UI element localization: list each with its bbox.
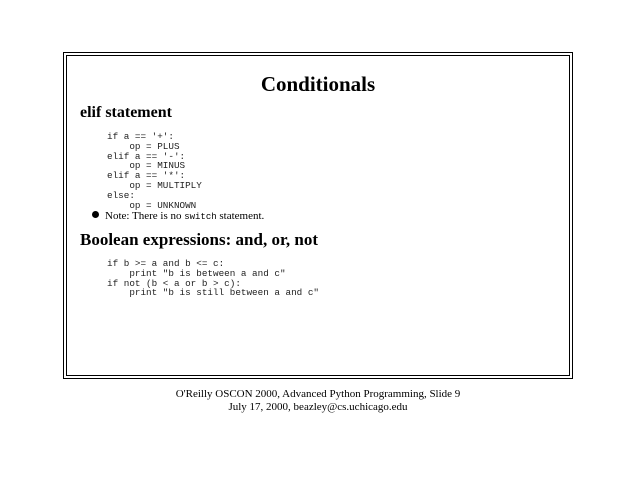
elif-code-block [107,132,202,210]
code-line: if a == '+': [107,131,174,142]
code-line: op = MINUS [107,160,186,172]
note-keyword: switch [184,212,217,222]
note-prefix: Note: There is no [105,210,185,222]
code-line: elif a == '*': [107,170,186,182]
note-suffix: statement. [216,210,265,222]
footer-line-2: July 17, 2000, beazley@cs.uchicago.edu [228,401,408,413]
code-line: elif a == '-': [107,150,186,162]
code-line: else: [107,189,135,201]
code-line: op = UNKNOWN [107,199,197,211]
footer-line-1: O'Reilly OSCON 2000, Advanced Python Programming, Slide 9 [175,388,461,400]
note-bullet [92,210,264,223]
boolean-code-block [107,259,319,298]
code-line: op = PLUS [107,140,180,152]
slide-title: Conditionals [260,72,376,96]
code-line: if b >= a and b <= c: [107,258,225,269]
code-line: op = MULTIPLY [107,179,202,191]
code-line: print "b is still between a and c" [107,287,320,299]
elif-heading: elif statement [80,104,172,121]
code-line: print "b is between a and c" [107,267,286,279]
bullet-dot-icon [92,211,99,218]
slide-footer [66,388,570,414]
code-line: if not (b < a or b > c): [107,277,241,289]
boolean-heading: Boolean expressions: and, or, not [80,230,319,249]
